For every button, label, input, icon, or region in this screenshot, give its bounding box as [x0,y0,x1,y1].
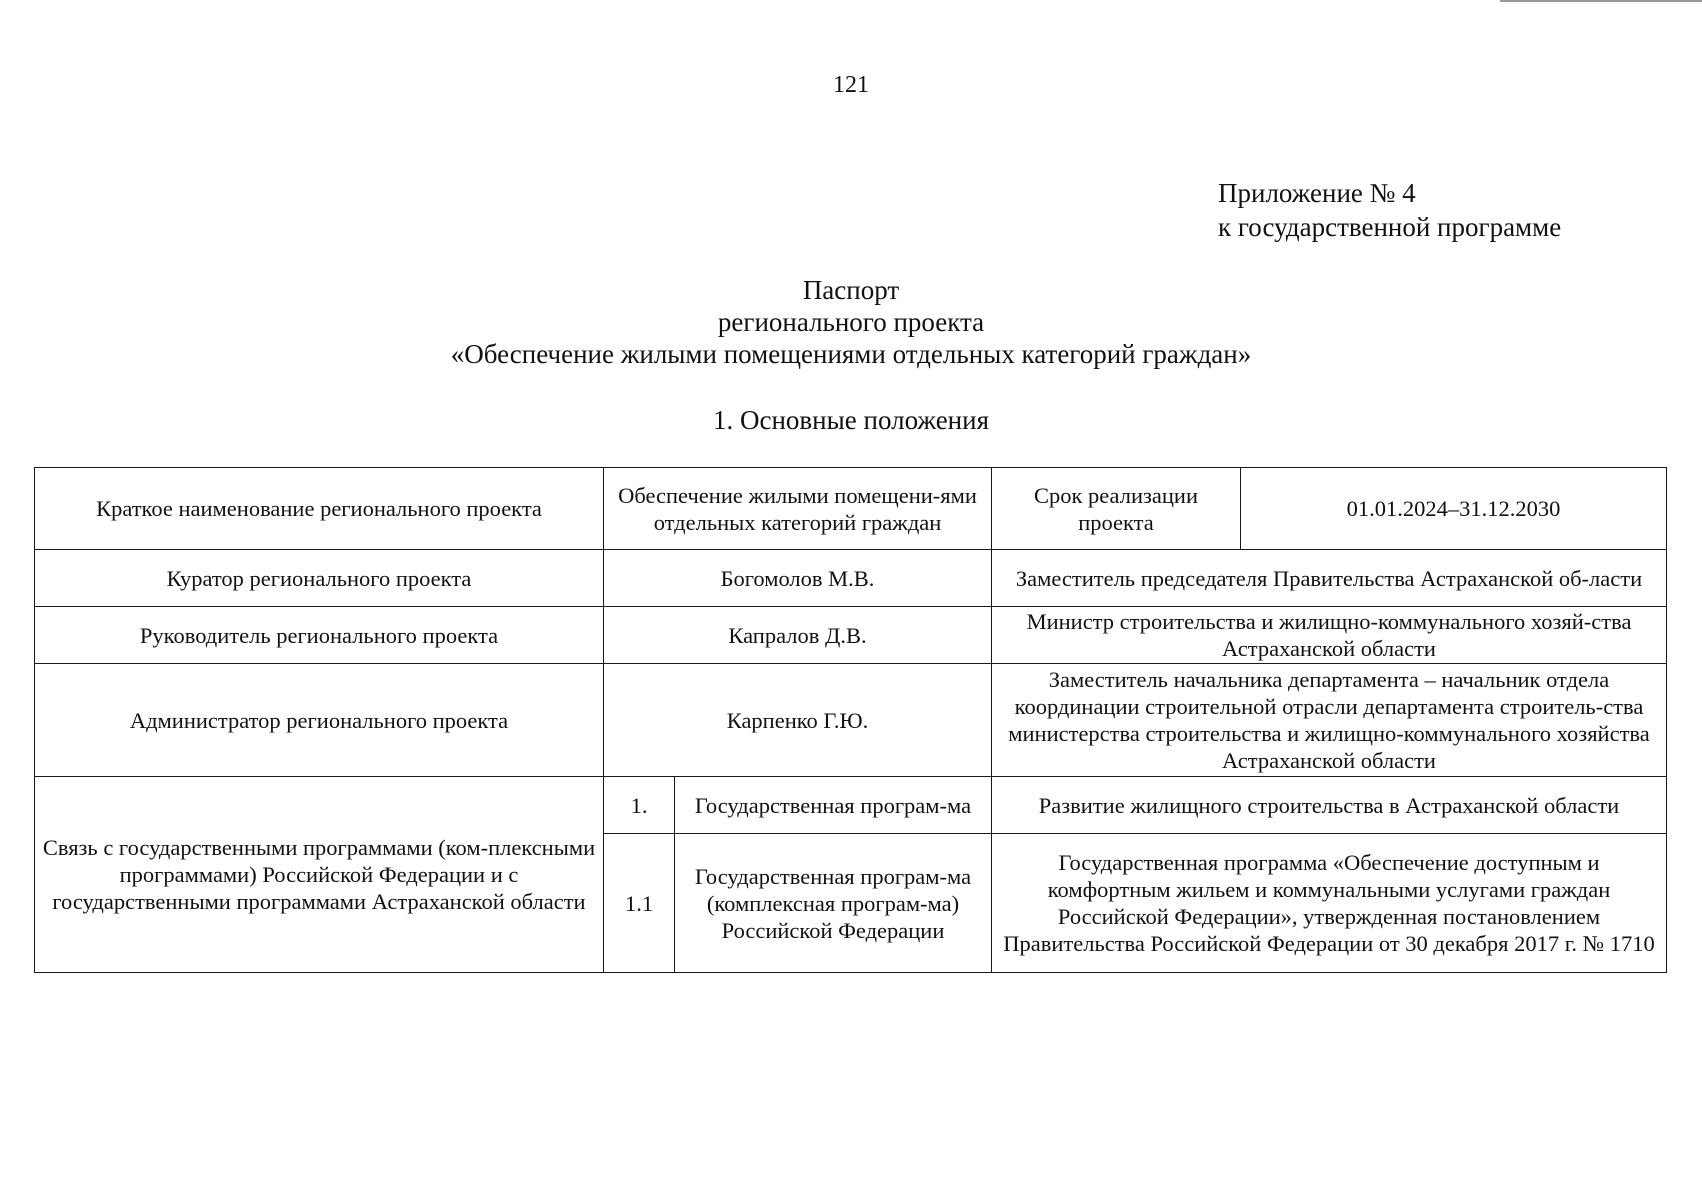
scan-edge-mark [1500,0,1702,2]
term-label: Срок реализации проекта [992,468,1241,550]
curator-label: Куратор регионального проекта [35,550,604,607]
appendix-reference: к государственной программе [1218,212,1562,242]
link-value: Развитие жилищного строительства в Астраханской области [992,777,1667,834]
page-number: 121 [833,72,869,98]
short-name-label: Краткое наименование регионального проекта [35,468,604,550]
head-name: Капралов Д.В. [604,607,992,664]
term-value: 01.01.2024–31.12.2030 [1241,468,1667,550]
curator-position: Заместитель председателя Правительства Астраханской об-ласти [992,550,1667,607]
document-title [0,274,1702,370]
administrator-label: Администратор регионального проекта [35,664,604,777]
head-position: Министр строительства и жилищно-коммунального хозяй-ства Астраханской области [992,607,1667,664]
appendix-note [1218,176,1561,244]
table-row-link-1 [35,777,1667,834]
title-line-1: Паспорт [802,275,900,305]
passport-table [34,467,1667,973]
table-row-administrator [35,664,1667,777]
links-label: Связь с государственными программами (ком-плексными программами) Российской Федерации и с государственными программами Астраханской области [35,777,604,973]
table-row-curator [35,550,1667,607]
link-type: Государственная програм-ма [675,777,992,834]
administrator-name: Карпенко Г.Ю. [604,664,992,777]
title-line-2: регионального проекта [717,307,985,337]
section-heading: 1. Основные положения [713,405,989,435]
appendix-number: Приложение № 4 [1218,178,1416,208]
title-line-3: «Обеспечение жилыми помещениями отдельных категорий граждан» [450,339,1252,369]
table-row-head [35,607,1667,664]
curator-name: Богомолов М.В. [604,550,992,607]
table-row-short-name [35,468,1667,550]
link-value: Государственная программа «Обеспечение доступным и комфортным жильем и коммунальными услугами граждан Российской Федерации», утвержденная постановлением Правительства Российской Федерации от 30 декабря 2017 г. № 1710 [992,834,1667,973]
administrator-position: Заместитель начальника департамента – начальник отдела координации строительной отрасли департамента строитель-ства министерства строительства и жилищно-коммунального хозяйства Астраханской области [992,664,1667,777]
link-number: 1. [604,777,675,834]
head-label: Руководитель регионального проекта [35,607,604,664]
link-number: 1.1 [604,834,675,973]
link-type: Государственная програм-ма (комплексная програм-ма) Российской Федерации [675,834,992,973]
short-name-value: Обеспечение жилыми помещени-ями отдельных категорий граждан [604,468,992,550]
